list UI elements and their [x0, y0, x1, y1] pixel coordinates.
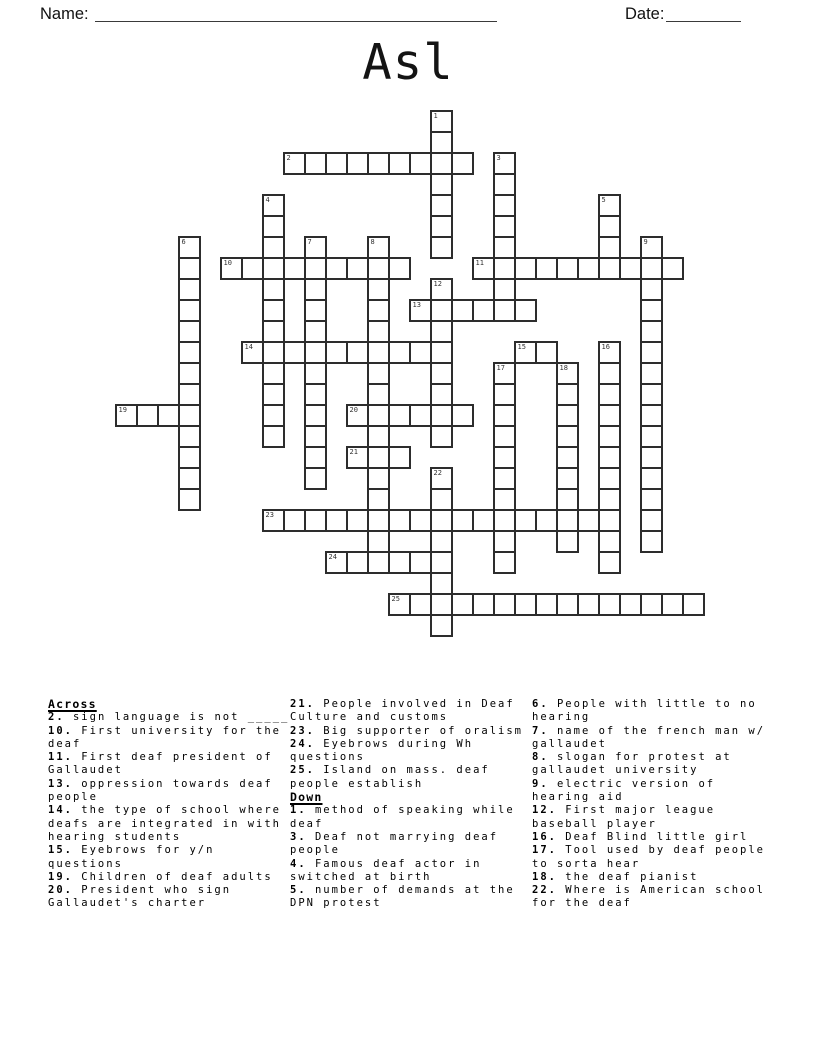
clue-19: 19. Children of deaf adults [48, 870, 273, 883]
crossword-cell[interactable] [472, 509, 495, 532]
crossword-cell[interactable] [493, 467, 516, 490]
crossword-cell[interactable] [367, 257, 390, 280]
crossword-cell[interactable] [367, 362, 390, 385]
cell-number: 18 [559, 364, 568, 372]
crossword-cell[interactable] [178, 278, 201, 301]
crossword-cell[interactable] [430, 530, 453, 553]
clue-number: 13. [48, 777, 73, 790]
crossword-cell[interactable] [493, 362, 516, 385]
clue-22: 22. Where is American school for the deaf [532, 884, 766, 910]
crossword-cell[interactable] [346, 257, 369, 280]
crossword-cell[interactable] [430, 509, 453, 532]
crossword-cell[interactable] [640, 488, 663, 511]
clue-3: 3. Deaf not marrying deaf people [290, 830, 499, 857]
crossword-cell[interactable] [682, 593, 705, 616]
clue-number: 4. [290, 857, 307, 870]
cell-number: 11 [475, 259, 484, 267]
crossword-cell[interactable] [409, 551, 432, 574]
crossword-cell[interactable] [493, 404, 516, 427]
cell-number: 16 [601, 343, 610, 351]
crossword-cell[interactable] [388, 404, 411, 427]
crossword-cell[interactable] [598, 362, 621, 385]
crossword-cell[interactable] [262, 509, 285, 532]
clue-25: 25. Island on mass. deaf people establish [290, 764, 490, 790]
crossword-cell[interactable] [304, 278, 327, 301]
crossword-cell[interactable] [640, 320, 663, 343]
cell-number: 24 [328, 553, 337, 561]
clue-number: 22. [532, 884, 557, 897]
clue-number: 9. [532, 777, 549, 790]
crossword-cell[interactable] [493, 425, 516, 448]
crossword-cell[interactable] [262, 236, 285, 259]
clue-column-2 [290, 698, 534, 911]
clue-number: 1. [290, 804, 307, 817]
crossword-cell[interactable] [346, 509, 369, 532]
crossword-cell[interactable] [430, 614, 453, 637]
crossword-cell[interactable] [556, 362, 579, 385]
crossword-cell[interactable] [283, 152, 306, 175]
crossword-cell[interactable] [556, 425, 579, 448]
crossword-cell[interactable] [283, 257, 306, 280]
down-header: Down [290, 790, 323, 805]
crossword-cell[interactable] [367, 383, 390, 406]
crossword-cell[interactable] [514, 509, 537, 532]
cell-number: 20 [349, 406, 358, 414]
cell-number: 7 [307, 238, 312, 246]
crossword-cell[interactable] [262, 320, 285, 343]
clue-24: 24. Eyebrows during Wh questions [290, 737, 474, 764]
crossword-cell[interactable] [493, 551, 516, 574]
crossword-cell[interactable] [598, 488, 621, 511]
clue-15: 15. Eyebrows for y/n questions [48, 844, 215, 870]
crossword-cell[interactable] [430, 551, 453, 574]
crossword-cell[interactable] [640, 278, 663, 301]
crossword-cell[interactable] [430, 341, 453, 364]
clue-number: 8. [532, 751, 549, 764]
crossword-cell[interactable] [472, 299, 495, 322]
crossword-cell[interactable] [640, 383, 663, 406]
crossword-cell[interactable] [304, 299, 327, 322]
clue-number: 2. [48, 711, 65, 724]
crossword-cell[interactable] [178, 320, 201, 343]
crossword-cell[interactable] [556, 593, 579, 616]
crossword-cell[interactable] [598, 383, 621, 406]
clue-12: 12. First major league baseball player [532, 804, 716, 830]
crossword-cell[interactable] [178, 236, 201, 259]
crossword-cell[interactable] [556, 530, 579, 553]
crossword-cell[interactable] [388, 341, 411, 364]
crossword-cell[interactable] [598, 509, 621, 532]
crossword-cell[interactable] [619, 257, 642, 280]
crossword-cell[interactable] [451, 404, 474, 427]
crossword-cell[interactable] [409, 299, 432, 322]
crossword-cell[interactable] [493, 173, 516, 196]
crossword-cell[interactable] [640, 446, 663, 469]
cell-number: 8 [370, 238, 375, 246]
crossword-cell[interactable] [640, 362, 663, 385]
crossword-cell[interactable] [367, 299, 390, 322]
crossword-cell[interactable] [262, 383, 285, 406]
crossword-cell[interactable] [367, 404, 390, 427]
crossword-cell[interactable] [598, 467, 621, 490]
crossword-cell[interactable] [430, 320, 453, 343]
clue-20: 20. President who sign Gallaudet's charter [48, 884, 232, 910]
crossword-cell[interactable] [262, 215, 285, 238]
crossword-cell[interactable] [493, 509, 516, 532]
clue-6: 6. People with little to no hearing [532, 698, 757, 724]
crossword-cell[interactable] [556, 257, 579, 280]
crossword-cell[interactable] [493, 278, 516, 301]
crossword-cell[interactable] [493, 488, 516, 511]
clue-number: 24. [290, 737, 315, 750]
crossword-cell[interactable] [304, 509, 327, 532]
puzzle-title: Asl [362, 34, 454, 91]
crossword-cell[interactable] [262, 257, 285, 280]
clue-1: 1. method of speaking while deaf [290, 804, 515, 830]
cell-number: 1 [433, 112, 438, 120]
crossword-cell[interactable] [346, 404, 369, 427]
crossword-cell[interactable] [640, 509, 663, 532]
clue-23: 23. Big supporter of oralism [290, 724, 524, 737]
crossword-cell[interactable] [346, 446, 369, 469]
clue-column-3 [532, 698, 776, 911]
crossword-cell[interactable] [388, 257, 411, 280]
crossword-cell[interactable] [598, 404, 621, 427]
crossword-cell[interactable] [598, 341, 621, 364]
crossword-cell[interactable] [556, 488, 579, 511]
crossword-cell[interactable] [514, 299, 537, 322]
crossword-cell[interactable] [451, 299, 474, 322]
crossword-cell[interactable] [598, 215, 621, 238]
crossword-cell[interactable] [367, 446, 390, 469]
clue-number: 6. [532, 698, 549, 710]
crossword-cell[interactable] [262, 278, 285, 301]
crossword-cell[interactable] [535, 341, 558, 364]
crossword-cell[interactable] [262, 404, 285, 427]
cell-number: 21 [349, 448, 358, 456]
crossword-cell[interactable] [493, 593, 516, 616]
crossword-cell[interactable] [430, 467, 453, 490]
clue-14: 14. the type of school where deafs are integrated in with hearing students [48, 804, 282, 843]
crossword-cell[interactable] [535, 509, 558, 532]
crossword-cell[interactable] [640, 425, 663, 448]
crossword-cell[interactable] [325, 341, 348, 364]
cell-number: 6 [181, 238, 186, 246]
crossword-cell[interactable] [493, 383, 516, 406]
crossword-cell[interactable] [556, 383, 579, 406]
cell-number: 5 [601, 196, 606, 204]
crossword-cell[interactable] [388, 446, 411, 469]
clue-18: 18. the deaf pianist [532, 870, 699, 883]
clue-13: 13. oppression towards deaf people [48, 777, 273, 804]
cell-number: 25 [391, 595, 400, 603]
cell-number: 22 [433, 469, 442, 477]
crossword-cell[interactable] [577, 509, 600, 532]
clue-column-1 [48, 698, 292, 911]
crossword-cell[interactable] [304, 320, 327, 343]
crossword-cell[interactable] [367, 488, 390, 511]
cell-number: 13 [412, 301, 421, 309]
crossword-cell[interactable] [367, 467, 390, 490]
crossword-cell[interactable] [640, 257, 663, 280]
clue-5: 5. number of demands at the DPN protest [290, 884, 515, 910]
crossword-cell[interactable] [430, 362, 453, 385]
crossword-cell[interactable] [367, 320, 390, 343]
crossword-cell[interactable] [661, 593, 684, 616]
crossword-cell[interactable] [409, 152, 432, 175]
crossword-cell[interactable] [178, 446, 201, 469]
crossword-cell[interactable] [430, 383, 453, 406]
crossword-cell[interactable] [430, 215, 453, 238]
crossword-cell[interactable] [304, 152, 327, 175]
crossword-cell[interactable] [388, 509, 411, 532]
cell-number: 9 [643, 238, 648, 246]
crossword-cell[interactable] [304, 362, 327, 385]
crossword-cell[interactable] [451, 509, 474, 532]
crossword-cell[interactable] [493, 236, 516, 259]
crossword-cell[interactable] [241, 257, 264, 280]
crossword-cell[interactable] [577, 257, 600, 280]
crossword-cell[interactable] [598, 551, 621, 574]
crossword-cell[interactable] [619, 593, 642, 616]
crossword-cell[interactable] [157, 404, 180, 427]
crossword-cell[interactable] [304, 383, 327, 406]
name-input-line[interactable] [95, 5, 497, 22]
crossword-cell[interactable] [430, 404, 453, 427]
crossword-cell[interactable] [535, 257, 558, 280]
cell-number: 19 [118, 406, 127, 414]
crossword-cell[interactable] [640, 467, 663, 490]
crossword-cell[interactable] [472, 257, 495, 280]
crossword-cell[interactable] [430, 425, 453, 448]
crossword-cell[interactable] [430, 278, 453, 301]
clue-16: 16. Deaf Blind little girl [532, 830, 749, 843]
crossword-cell[interactable] [325, 551, 348, 574]
crossword-cell[interactable] [598, 236, 621, 259]
clue-number: 3. [290, 830, 307, 843]
crossword-cell[interactable] [304, 425, 327, 448]
crossword-cell[interactable] [178, 488, 201, 511]
crossword-cell[interactable] [640, 341, 663, 364]
crossword-cell[interactable] [178, 383, 201, 406]
clue-number: 18. [532, 870, 557, 883]
crossword-cell[interactable] [493, 194, 516, 217]
crossword-cell[interactable] [367, 152, 390, 175]
cell-number: 10 [223, 259, 232, 267]
crossword-cell[interactable] [430, 299, 453, 322]
crossword-cell[interactable] [493, 299, 516, 322]
crossword-cell[interactable] [262, 362, 285, 385]
crossword-cell[interactable] [388, 593, 411, 616]
crossword-cell[interactable] [409, 341, 432, 364]
cell-number: 12 [433, 280, 442, 288]
crossword-cell[interactable] [178, 299, 201, 322]
crossword-cell[interactable] [136, 404, 159, 427]
crossword-cell[interactable] [262, 425, 285, 448]
clue-21: 21. People involved in Deaf Culture and customs [290, 698, 515, 724]
clue-7: 7. name of the french man w/ gallaudet [532, 724, 766, 750]
crossword-cell[interactable] [262, 299, 285, 322]
clue-number: 17. [532, 844, 557, 857]
clue-number: 5. [290, 884, 307, 897]
crossword-cell[interactable] [430, 173, 453, 196]
crossword-cell[interactable] [514, 593, 537, 616]
crossword-cell[interactable] [304, 446, 327, 469]
clue-number: 23. [290, 724, 315, 737]
crossword-cell[interactable] [430, 194, 453, 217]
cell-number: 23 [265, 511, 274, 519]
crossword-cell[interactable] [325, 257, 348, 280]
crossword-cell[interactable] [178, 362, 201, 385]
crossword-cell[interactable] [346, 152, 369, 175]
crossword-cell[interactable] [598, 446, 621, 469]
crossword-cell[interactable] [430, 572, 453, 595]
clue-number: 14. [48, 804, 73, 817]
crossword-cell[interactable] [598, 530, 621, 553]
crossword-cell[interactable] [451, 593, 474, 616]
date-label: Date: [625, 5, 665, 23]
clue-11: 11. First deaf president of Gallaudet [48, 751, 273, 777]
crossword-cell[interactable] [388, 551, 411, 574]
crossword-cell[interactable] [304, 341, 327, 364]
crossword-cell[interactable] [178, 341, 201, 364]
crossword-cell[interactable] [556, 446, 579, 469]
crossword-cell[interactable] [367, 278, 390, 301]
crossword-cell[interactable] [367, 509, 390, 532]
name-label: Name: [40, 5, 89, 23]
crossword-cell[interactable] [598, 194, 621, 217]
crossword-cell[interactable] [409, 593, 432, 616]
crossword-cell[interactable] [304, 467, 327, 490]
crossword-cell[interactable] [598, 593, 621, 616]
clue-number: 15. [48, 844, 73, 857]
crossword-cell[interactable] [556, 467, 579, 490]
crossword-cell[interactable] [493, 215, 516, 238]
crossword-cell[interactable] [304, 404, 327, 427]
crossword-cell[interactable] [430, 110, 453, 133]
crossword-cell[interactable] [178, 257, 201, 280]
crossword-cell[interactable] [493, 446, 516, 469]
date-input-line[interactable] [666, 5, 741, 22]
clue-number: 7. [532, 724, 549, 737]
crossword-cell[interactable] [661, 257, 684, 280]
crossword-cell[interactable] [283, 509, 306, 532]
clue-number: 25. [290, 764, 315, 777]
crossword-cell[interactable] [178, 404, 201, 427]
cell-number: 17 [496, 364, 505, 372]
cell-number: 15 [517, 343, 526, 351]
clue-8: 8. slogan for protest at gallaudet university [532, 751, 732, 777]
crossword-cell[interactable] [451, 152, 474, 175]
crossword-cell[interactable] [598, 257, 621, 280]
crossword-cell[interactable] [640, 299, 663, 322]
crossword-cell[interactable] [367, 425, 390, 448]
crossword-cell[interactable] [640, 530, 663, 553]
crossword-cell[interactable] [514, 341, 537, 364]
crossword-cell[interactable] [472, 593, 495, 616]
crossword-cell[interactable] [493, 530, 516, 553]
cell-number: 14 [244, 343, 253, 351]
crossword-cell[interactable] [367, 341, 390, 364]
crossword-cell[interactable] [493, 152, 516, 175]
crossword-cell[interactable] [493, 257, 516, 280]
crossword-cell[interactable] [241, 341, 264, 364]
crossword-cell[interactable] [577, 593, 600, 616]
clue-17: 17. Tool used by deaf people to sorta hear [532, 844, 766, 870]
clue-number: 21. [290, 698, 315, 710]
cell-number: 2 [286, 154, 291, 162]
crossword-cell[interactable] [325, 509, 348, 532]
clue-9: 9. electric version of hearing aid [532, 777, 716, 804]
crossword-cell[interactable] [514, 257, 537, 280]
crossword-cell[interactable] [430, 593, 453, 616]
clue-number: 11. [48, 751, 73, 764]
clue-10: 10. First university for the deaf [48, 724, 282, 750]
crossword-cell[interactable] [220, 257, 243, 280]
crossword-cell[interactable] [178, 467, 201, 490]
crossword-cell[interactable] [556, 404, 579, 427]
crossword-cell[interactable] [115, 404, 138, 427]
clue-number: 19. [48, 870, 73, 883]
crossword-cell[interactable] [346, 341, 369, 364]
crossword-cell[interactable] [367, 236, 390, 259]
clue-4: 4. Famous deaf actor in switched at birth [290, 857, 482, 883]
crossword-cell[interactable] [430, 488, 453, 511]
crossword-cell[interactable] [283, 341, 306, 364]
crossword-cell[interactable] [535, 593, 558, 616]
across-header: Across [48, 697, 97, 711]
crossword-cell[interactable] [640, 593, 663, 616]
crossword-cell[interactable] [640, 404, 663, 427]
crossword-cell[interactable] [640, 236, 663, 259]
crossword-cell[interactable] [367, 551, 390, 574]
crossword-cell[interactable] [262, 341, 285, 364]
clue-2: 2. sign language is not _____ [48, 711, 290, 724]
crossword-cell[interactable] [367, 530, 390, 553]
crossword-cell[interactable] [409, 509, 432, 532]
crossword-cell[interactable] [388, 152, 411, 175]
cell-number: 3 [496, 154, 501, 162]
cell-number: 4 [265, 196, 270, 204]
crossword-cell[interactable] [262, 194, 285, 217]
crossword-cell[interactable] [304, 236, 327, 259]
crossword-cell[interactable] [409, 404, 432, 427]
clue-number: 10. [48, 724, 73, 737]
crossword-cell[interactable] [430, 152, 453, 175]
clue-number: 12. [532, 804, 557, 817]
crossword-cell[interactable] [556, 509, 579, 532]
crossword-cell[interactable] [430, 131, 453, 154]
crossword-cell[interactable] [325, 152, 348, 175]
crossword-cell[interactable] [304, 257, 327, 280]
crossword-cell[interactable] [430, 236, 453, 259]
crossword-cell[interactable] [178, 425, 201, 448]
clue-number: 20. [48, 884, 73, 897]
clue-number: 16. [532, 830, 557, 843]
crossword-cell[interactable] [346, 551, 369, 574]
crossword-cell[interactable] [598, 425, 621, 448]
